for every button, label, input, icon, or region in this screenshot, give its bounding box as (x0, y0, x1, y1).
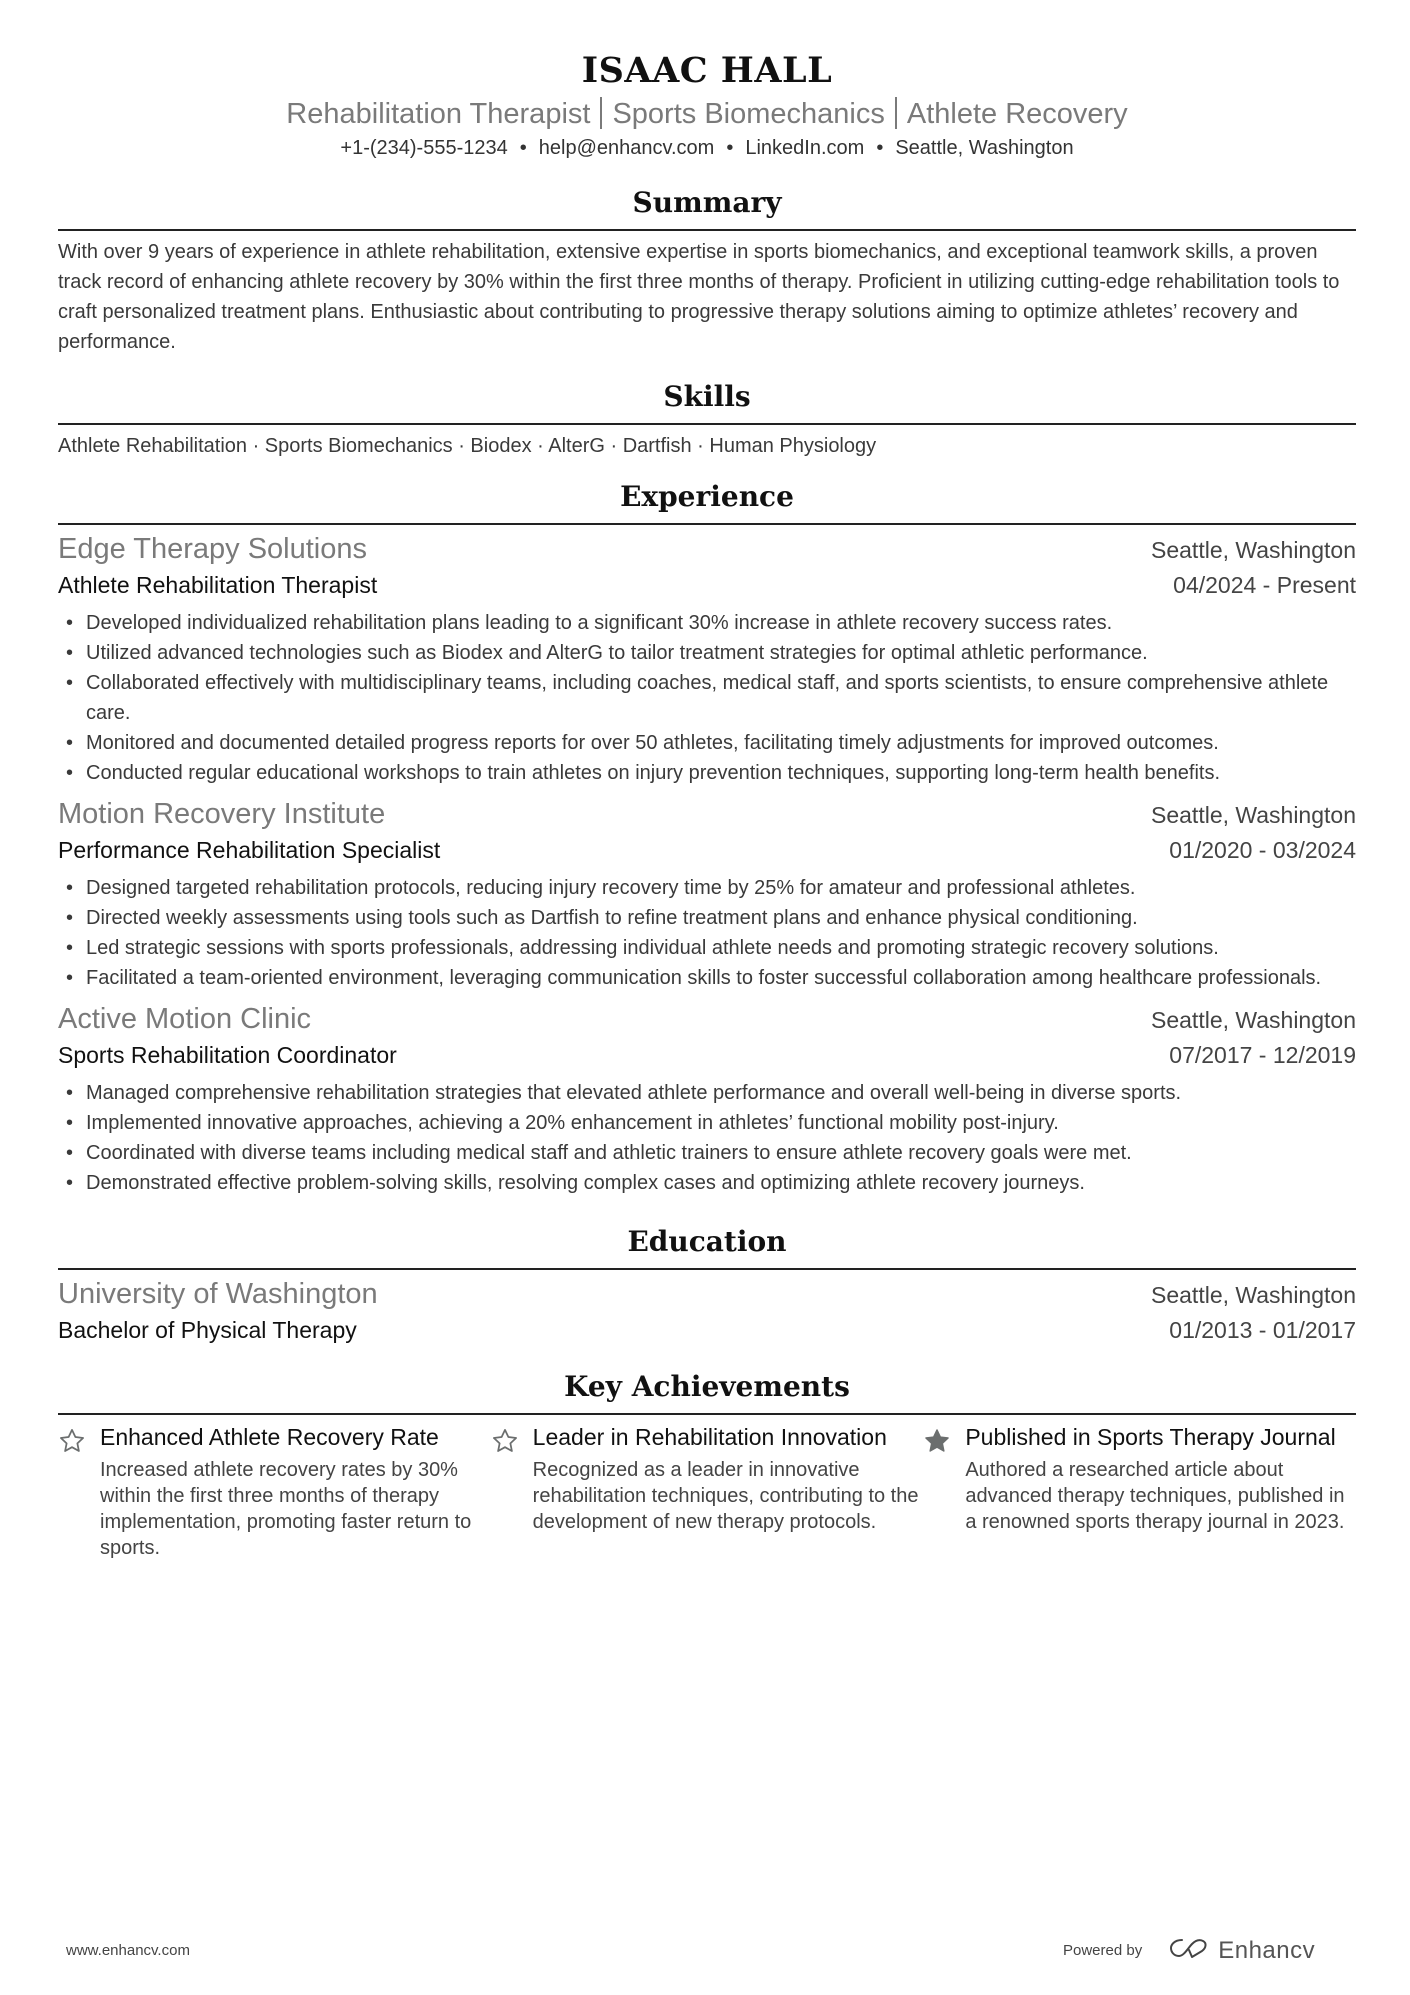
achievement-title: Published in Sports Therapy Journal (965, 1424, 1336, 1450)
job-dates: 04/2024 - Present (1173, 572, 1356, 598)
location: Seattle, Washington (895, 137, 1074, 159)
contact-line (58, 135, 1356, 161)
achievements-grid (58, 1423, 1356, 1561)
achievements-section (58, 1369, 1356, 1561)
job-bullets (58, 1078, 1356, 1198)
skills-section (58, 379, 1356, 461)
bullet-item: • Coordinated with diverse teams including medical staff and athletic trainers to ensure athlete recovery goals were met. (58, 1138, 1356, 1168)
bullet-item: • Designed targeted rehabilitation protocols, reducing injury recovery time by 25% for amateur and professional athletes. (58, 873, 1356, 903)
job-bullets (58, 873, 1356, 993)
achievement-description: Increased athlete recovery rates by 30% within the first three months of therapy implementation, promoting faster return to sports. (100, 1459, 472, 1559)
job-location: Seattle, Washington (1151, 537, 1356, 563)
section-title-education: Education (627, 1225, 787, 1258)
powered-by-label: Powered by (1063, 1942, 1143, 1959)
tagline (58, 95, 1356, 133)
enhancv-logo-icon (1168, 1936, 1210, 1965)
company-name: Active Motion Clinic (58, 1003, 312, 1035)
resume-page (58, 0, 1356, 1561)
education-section (58, 1224, 1356, 1347)
section-title-skills: Skills (663, 380, 751, 413)
bullet-item: • Conducted regular educational workshops to train athletes on injury prevention techniques, supporting long-term health benefits. (58, 758, 1356, 788)
achievement-title: Leader in Rehabilitation Innovation (532, 1424, 887, 1450)
bullet-item: • Collaborated effectively with multidisciplinary teams, including coaches, medical staff, and sports scientists, to ensure comprehensive athlete care. (58, 668, 1356, 728)
tagline-item: Sports Biomechanics (612, 98, 885, 130)
section-divider (58, 423, 1356, 425)
section-divider (58, 1268, 1356, 1270)
section-divider (58, 523, 1356, 525)
job-title: Athlete Rehabilitation Therapist (58, 572, 378, 598)
section-divider (58, 229, 1356, 231)
company-name: Motion Recovery Institute (58, 798, 386, 830)
star-filled-icon (923, 1423, 965, 1561)
school-name: University of Washington (58, 1278, 378, 1310)
bullet-item: • Managed comprehensive rehabilitation strategies that elevated athlete performance and overall well-being in diverse sports. (58, 1078, 1356, 1108)
achievement-item (923, 1423, 1356, 1561)
section-divider (58, 1413, 1356, 1415)
star-outline-icon (491, 1423, 533, 1561)
bullet-item: • Facilitated a team-oriented environment, leveraging communication skills to foster successful collaboration among healthcare professionals. (58, 963, 1356, 993)
education-dates: 01/2013 - 01/2017 (1169, 1317, 1356, 1343)
tagline-divider (895, 97, 897, 129)
job-dates: 07/2017 - 12/2019 (1169, 1042, 1356, 1068)
education-entry (58, 1276, 1356, 1347)
skills-list: Athlete Rehabilitation · Sports Biomechanics · Biodex · AlterG · Dartfish · Human Physiology (58, 435, 877, 457)
achievement-description: Authored a researched article about advanced therapy techniques, published in a renowned sports therapy journal in 2023. (965, 1459, 1345, 1533)
bullet-item: • Directed weekly assessments using tools such as Dartfish to refine treatment plans and enhance physical conditioning. (58, 903, 1356, 933)
separator-dot: • (519, 137, 527, 159)
degree: Bachelor of Physical Therapy (58, 1317, 357, 1343)
separator-dot: • (876, 137, 884, 159)
job-entry (58, 1001, 1356, 1198)
linkedin-link[interactable]: LinkedIn.com (745, 137, 865, 159)
achievement-description: Recognized as a leader in innovative rehabilitation techniques, contributing to the development of new therapy protocols. (532, 1459, 919, 1533)
job-location: Seattle, Washington (1151, 1007, 1356, 1033)
job-bullets (58, 608, 1356, 788)
resume-header (58, 0, 1356, 161)
section-title-experience: Experience (620, 480, 794, 513)
star-outline-icon (58, 1423, 100, 1561)
footer-website-link[interactable]: www.enhancv.com (66, 1942, 190, 1959)
job-entry (58, 796, 1356, 993)
bullet-item: • Led strategic sessions with sports professionals, addressing individual athlete needs and promoting strategic recovery solutions. (58, 933, 1356, 963)
tagline-divider (600, 97, 602, 129)
phone: +1-(234)-555-1234 (340, 137, 508, 159)
summary-section (58, 185, 1356, 357)
achievement-item (58, 1423, 491, 1561)
bullet-item: • Monitored and documented detailed progress reports for over 50 athletes, facilitating timely adjustments for improved outcomes. (58, 728, 1356, 758)
achievement-title: Enhanced Athlete Recovery Rate (100, 1424, 439, 1450)
bullet-item: • Developed individualized rehabilitation plans leading to a significant 30% increase in athlete recovery success rates. (58, 608, 1356, 638)
footer-branding (1063, 1936, 1315, 1965)
section-title-achievements: Key Achievements (564, 1370, 850, 1403)
achievement-item (491, 1423, 924, 1561)
section-title-summary: Summary (632, 186, 782, 219)
bullet-item: • Utilized advanced technologies such as Biodex and AlterG to tailor treatment strategies for optimal athletic performance. (58, 638, 1356, 668)
job-dates: 01/2020 - 03/2024 (1169, 837, 1356, 863)
candidate-name: ISAAC HALL (581, 50, 833, 91)
job-entry (58, 531, 1356, 788)
job-location: Seattle, Washington (1151, 802, 1356, 828)
job-title: Performance Rehabilitation Specialist (58, 837, 441, 863)
job-title: Sports Rehabilitation Coordinator (58, 1042, 397, 1068)
separator-dot: • (726, 137, 734, 159)
experience-section (58, 479, 1356, 1198)
bullet-item: • Demonstrated effective problem-solving skills, resolving complex cases and optimizing athlete recovery journeys. (58, 1168, 1356, 1198)
email-link[interactable]: help@enhancv.com (538, 137, 715, 159)
school-location: Seattle, Washington (1151, 1282, 1356, 1308)
bullet-item: • Implemented innovative approaches, achieving a 20% enhancement in athletes’ functional mobility post-injury. (58, 1108, 1356, 1138)
summary-text: With over 9 years of experience in athlete rehabilitation, extensive expertise in sports biomechanics, and exceptional teamwork skills, a proven track record of enhancing athlete recovery by 30% within the first three months of therapy. Proficient in utilizing cutting-edge rehabilitation tools to craft personalized treatment plans. Enthusiastic about contributing to progressive therapy solutions aiming to optimize athletes’ recovery and performance. (58, 241, 1340, 353)
tagline-item: Rehabilitation Therapist (286, 98, 591, 130)
tagline-item: Athlete Recovery (906, 98, 1128, 130)
brand-name: Enhancv (1218, 1936, 1316, 1964)
company-name: Edge Therapy Solutions (58, 533, 368, 565)
